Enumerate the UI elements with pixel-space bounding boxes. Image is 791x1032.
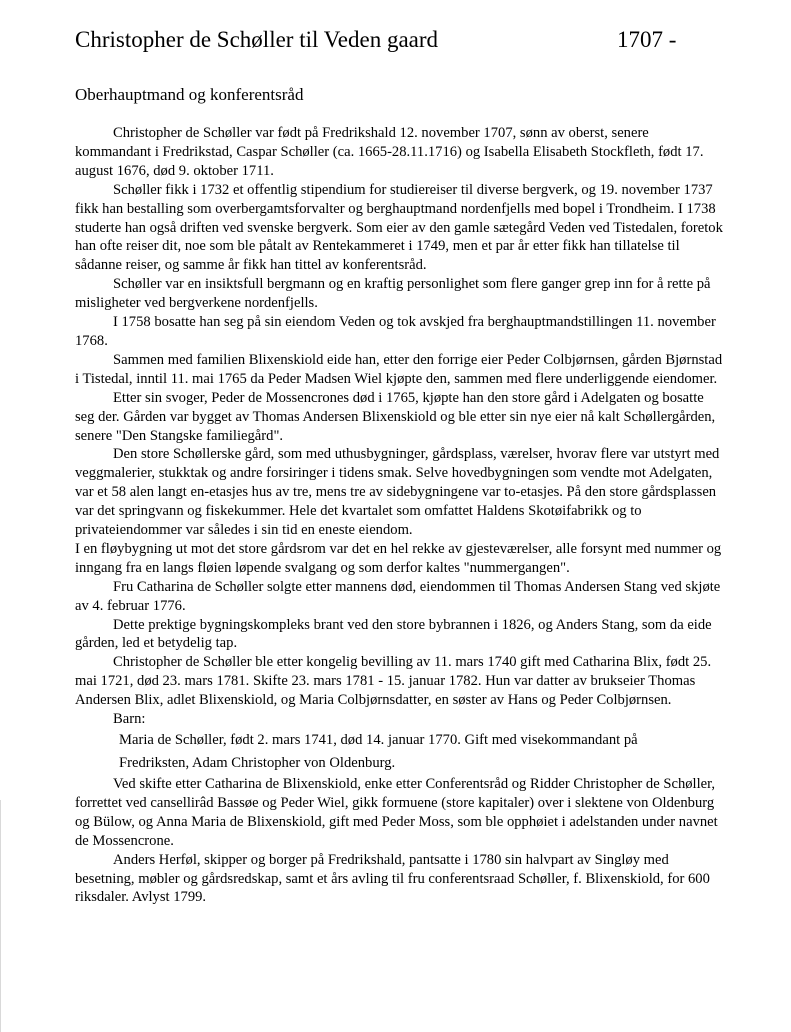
paragraph-sale: Fru Catharina de Schøller solgte etter mannens død, eiendommen til Thomas Andersen Stang ved skjøte av 4. februar 1776. <box>75 578 721 614</box>
paragraph-personality: Schøller var en insiktsfull bergmann og en kraftig personlighet som flere ganger grep inn for å rette på misligheter ved bergverkene nordenfjells. <box>75 276 711 312</box>
paragraph-wing-building: I en fløybygning ut mot det store gårdsrom var det en hel rekke av gjesteværelser, alle forsynt med nummer og inngang fra en langs fløien løpende svalgang og som derfor kaltes "nummergangen". <box>75 540 722 576</box>
paragraph-bjornstad: Sammen med familien Blixenskiold eide han, etter den forrige eier Peder Colbjørnsen, gården Bjørnstad i Tistedal, inntil 11. mai 1765 da Peder Madsen Wiel kjøpte den, sammen med flere underliggende eiendomer. <box>75 351 723 387</box>
paragraph-children-heading: Barn: <box>113 711 146 728</box>
child-entry-line2: Fredriksten, Adam Christopher von Oldenburg. <box>119 755 396 771</box>
paragraph-estate-description: Den store Schøllerske gård, som med uthusbygninger, gårdsplass, værelser, hvorav flere var utstyrt med veggmalerier, stukktak og andre forsiringer i tidens smak. Selve hovedbygningen som vendte mot Adelgaten, var et 58 alen langt en-etasjes hus av tre, mens tre av sidebygningene var to-etasjes. På den store gårdsplassen var det springvann og fiskekummer. Hele det kvartalet som omfattet Haldens Skotøifabrikk og to privateiendommer var således i sin tid en eneste eiendom. <box>75 446 720 539</box>
paragraph-fire: Dette prektige bygningskompleks brant ved den store bybrannen i 1826, og Anders Stang, som da eide gården, led et betydelig tap. <box>75 616 712 652</box>
paragraph-retirement: I 1758 bosatte han seg på sin eiendom Veden og tok avskjed fra berghauptmandstillingen 11. november 1768. <box>75 314 716 349</box>
document-year: 1707 - <box>617 27 677 52</box>
paragraph-career: Schøller fikk i 1732 et offentlig stipendium for studiereiser til diverse bergverk, og 19. november 1737 fikk han bestalling som overbergamtsforvalter og berghauptmand nordenfjells med bopel i Trondheim. I 1738 studerte han også driften ved svenske bergverk. Som eier av den gamle sætegård Veden ved Tistedalen, foretok han ofte reiser dit, noe som ble påtalt av Rentekammeret i 1749, men et par år etter fikk han tillatelse til sådanne reiser, og samme år fikk han tittel av konferentsråd. <box>75 181 723 274</box>
document-title: Christopher de Schøller til Veden gaard <box>75 27 439 52</box>
paragraph-birth: Christopher de Schøller var født på Fredrikshald 12. november 1707, sønn av oberst, senere kommandant i Fredrikstad, Caspar Schøller (ca. 1665-28.11.1716) og Isabella Elisabeth Stockfleth, født 17. august 1676, død 9. oktober 1711. <box>75 125 704 179</box>
paragraph-adelgaten: Etter sin svoger, Peder de Mossencrones død i 1765, kjøpte han den store gård i Adelgaten og bosatte seg der. Gården var bygget av Thomas Andersen Blixenskiold og ble etter sin nye eier nå kalt Schøllergården, senere "Den Stangske familiegård". <box>75 389 716 444</box>
paragraph-mortgage: Anders Herføl, skipper og borger på Fredrikshald, pantsatte i 1780 sin halvpart av Singløy med besetning, møbler og gårdsredskap, samt et års avling til fru conferentsraad Schøller, f. Blixenskiold, for 600 riksdaler. Avlyst 1799. <box>75 851 710 906</box>
paragraph-marriage: Christopher de Schøller ble etter kongelig bevilling av 11. mars 1740 gift med Catharina Blix, født 25. mai 1721, død 23. mars 1781. Skifte 23. mars 1781 - 15. januar 1782. Hun var datter av brukseier Thomas Andersen Blix, adlet Blixenskiold, og Maria Colbjørnsdatter, en søster av Hans og Peder Colbjørnsen. <box>75 654 712 709</box>
page-edge-line <box>0 800 1 1032</box>
document-body <box>75 124 725 907</box>
paragraph-probate: Ved skifte etter Catharina de Blixenskiold, enke etter Conferentsråd og Ridder Christopher de Schøller, forrettet ved cansellirâd Bassøe og Peder Wiel, gikk formuene (store kapitaler) over i slektene von Oldenburg og Bülow, og Anna Maria de Blixenskiold, gift med Peder Moss, som ble opphøiet i adelstanden under navnet de Mossencrone. <box>75 776 718 849</box>
document-subtitle: Oberhauptmand og konferentsråd <box>75 85 304 104</box>
child-entry-line1: Maria de Schøller, født 2. mars 1741, død 14. januar 1770. Gift med visekommandant på <box>119 732 638 748</box>
